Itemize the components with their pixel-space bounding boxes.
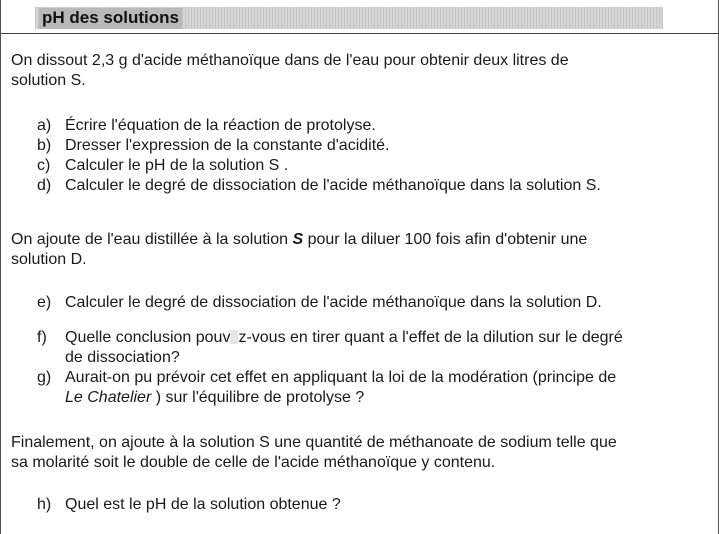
- question-text-g-line-2: [65, 388, 709, 408]
- question-text-h: Quel est le pH de la solution obtenue ?: [65, 496, 341, 513]
- question-mark-c: c): [37, 157, 51, 174]
- dilution-line-2: solution D.: [11, 251, 87, 268]
- question-mark-b: b): [37, 137, 52, 154]
- final-line-1: Finalement, on ajoute à la solution S une quantité de méthanoate de sodium telle que: [11, 434, 617, 451]
- question-b: [37, 136, 709, 156]
- solution-s-symbol: S: [292, 231, 304, 248]
- question-g-rest: ) sur l'équilibre de protolyse ?: [151, 389, 365, 406]
- question-mark-h: h): [37, 496, 52, 513]
- question-h: [37, 495, 709, 515]
- question-text-b: Dresser l'expression de la constante d'acidité.: [65, 137, 390, 154]
- question-text-c: Calculer le pH de la solution S .: [65, 157, 289, 174]
- dilution-paragraph: [11, 230, 709, 270]
- dilution-before: On ajoute de l'eau distillée à la solution: [11, 231, 293, 248]
- questions-list-1: [37, 116, 709, 196]
- question-f-before: Quelle conclusion pouv: [65, 329, 231, 346]
- intro-paragraph: [11, 51, 709, 91]
- question-text-d: Calculer le degré de dissociation de l'acide méthanoïque dans la solution S.: [65, 177, 601, 194]
- question-f-after: z-vous en tirer quant a l'effet de la dilution sur le degré: [238, 329, 623, 346]
- intro-line-2: solution S.: [11, 72, 86, 89]
- final-paragraph: [11, 433, 709, 473]
- question-text-e: Calculer le degré de dissociation de l'acide méthanoïque dans la solution D.: [65, 294, 602, 311]
- page-title: pH des solutions: [39, 8, 182, 29]
- question-e: [37, 293, 709, 313]
- final-line-2: sa molarité soit le double de celle de l'acide méthanoïque y contenu.: [11, 454, 496, 471]
- intro-line-1: On dissout 2,3 g d'acide méthanoïque dans de l'eau pour obtenir deux litres de: [11, 52, 569, 69]
- question-a: [37, 116, 709, 136]
- question-text-g: Aurait-on pu prévoir cet effet en appliquant la loi de la modération (principe de: [65, 369, 617, 386]
- question-e-list: [37, 293, 709, 313]
- question-d: [37, 176, 709, 196]
- question-mark-a: a): [37, 117, 52, 134]
- question-g: [37, 368, 709, 408]
- questions-list-2: [37, 328, 709, 408]
- le-chatelier-name: Le Chatelier: [65, 389, 152, 406]
- dilution-line-1: [11, 230, 709, 250]
- dilution-after: pour la diluer 100 fois afin d'obtenir une: [303, 231, 588, 248]
- question-f: [37, 328, 709, 368]
- question-mark-d: d): [37, 177, 52, 194]
- question-mark-g: g): [37, 369, 52, 386]
- title-rule: [1, 33, 719, 34]
- question-h-list: [37, 495, 709, 515]
- question-text-a: Écrire l'équation de la réaction de protolyse.: [65, 117, 376, 134]
- question-c: [37, 156, 709, 176]
- question-mark-e: e): [37, 294, 52, 311]
- question-text-f: [65, 328, 709, 348]
- question-text-f-line-2: de dissociation?: [65, 349, 180, 366]
- question-mark-f: f): [37, 329, 47, 346]
